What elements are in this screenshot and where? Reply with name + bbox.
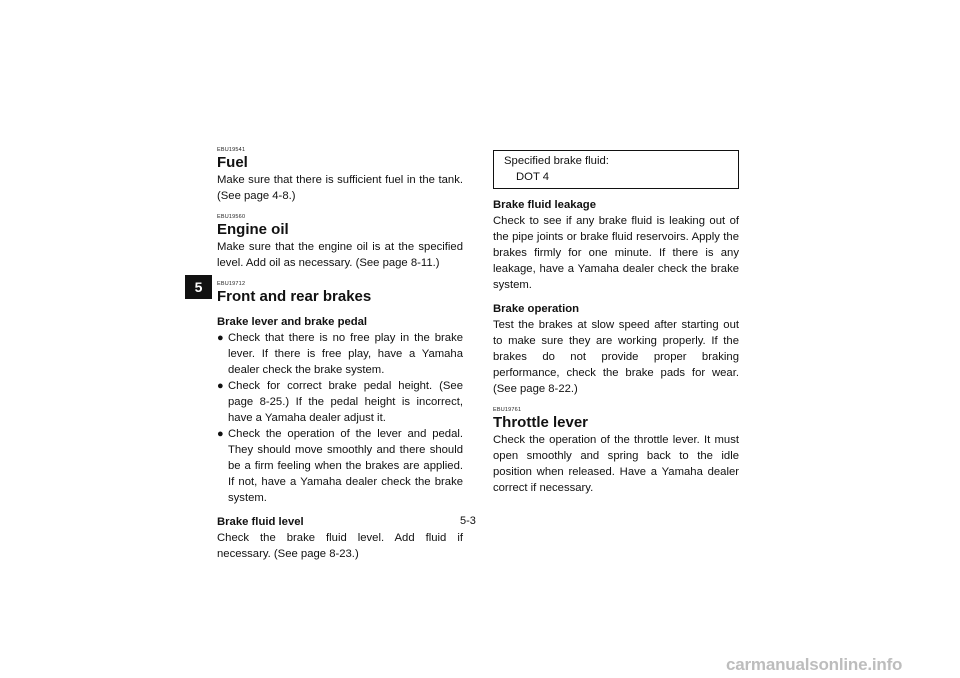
heading-fuel: Fuel xyxy=(217,154,248,171)
brake-check-list xyxy=(217,330,463,506)
watermark: carmanualsonline.info xyxy=(726,655,903,674)
subheading-brake-fluid-level: Brake fluid level xyxy=(217,516,304,528)
spec-label: Specified brake fluid: xyxy=(504,155,609,167)
bullet-icon: ● xyxy=(217,428,224,440)
heading-engine-oil: Engine oil xyxy=(217,221,289,238)
section-code-fuel: EBU19541 xyxy=(217,147,246,153)
section-code-engine-oil: EBU19560 xyxy=(217,214,246,220)
spec-value: DOT 4 xyxy=(516,171,550,183)
bullet-icon: ● xyxy=(217,332,224,344)
left-column xyxy=(217,147,463,562)
throttle-text: Check the operation of the throttle lever. It must open smoothly and spring back to the idle position when released. Have a Yamaha dealer correct if necessary. xyxy=(493,434,739,494)
subheading-brake-fluid-leakage: Brake fluid leakage xyxy=(493,199,596,211)
list-item: ● Check that there is no free play in the brake lever. If there is free play, have a Yamaha dealer check the brake system. xyxy=(217,332,463,376)
section-code-brakes: EBU19712 xyxy=(217,281,246,287)
heading-front-rear-brakes: Front and rear brakes xyxy=(217,288,372,305)
brake-operation-text: Test the brakes at slow speed after starting out to make sure they are working properly. If the brakes do not provide proper braking performance, check the brake pads for wear. (See page 8-22.) xyxy=(493,319,739,395)
engine-oil-text: Make sure that the engine oil is at the specified level. Add oil as necessary. (See page 8-11.) xyxy=(217,241,463,269)
bullet-icon: ● xyxy=(217,380,224,392)
subheading-brake-lever-pedal: Brake lever and brake pedal xyxy=(217,316,368,328)
list-item: ● Check the operation of the lever and pedal. They should move smoothly and there should be a firm feeling when the brakes are applied. If not, have a Yamaha dealer check the brake system. xyxy=(217,428,463,504)
list-item: ● Check for correct brake pedal height. (See page 8-25.) If the pedal height is incorrect, have a Yamaha dealer adjust it. xyxy=(217,380,463,424)
brake-fluid-level-text: Check the brake fluid level. Add fluid if necessary. (See page 8-23.) xyxy=(217,532,463,560)
brake-fluid-leakage-text: Check to see if any brake fluid is leaking out of the pipe joints or brake fluid reservoirs. Apply the brakes firmly for one minute. If there is any leakage, have a Yamaha dealer check the brake system. xyxy=(493,215,739,291)
chapter-tab: 5 xyxy=(185,275,212,299)
right-column xyxy=(493,150,739,496)
spec-box xyxy=(493,150,739,189)
page-number: 5-3 xyxy=(460,515,476,527)
subheading-brake-operation: Brake operation xyxy=(493,303,580,315)
heading-throttle-lever: Throttle lever xyxy=(493,414,589,431)
fuel-text: Make sure that there is sufficient fuel in the tank. (See page 4-8.) xyxy=(217,174,463,202)
section-code-throttle: EBU19761 xyxy=(493,407,522,413)
